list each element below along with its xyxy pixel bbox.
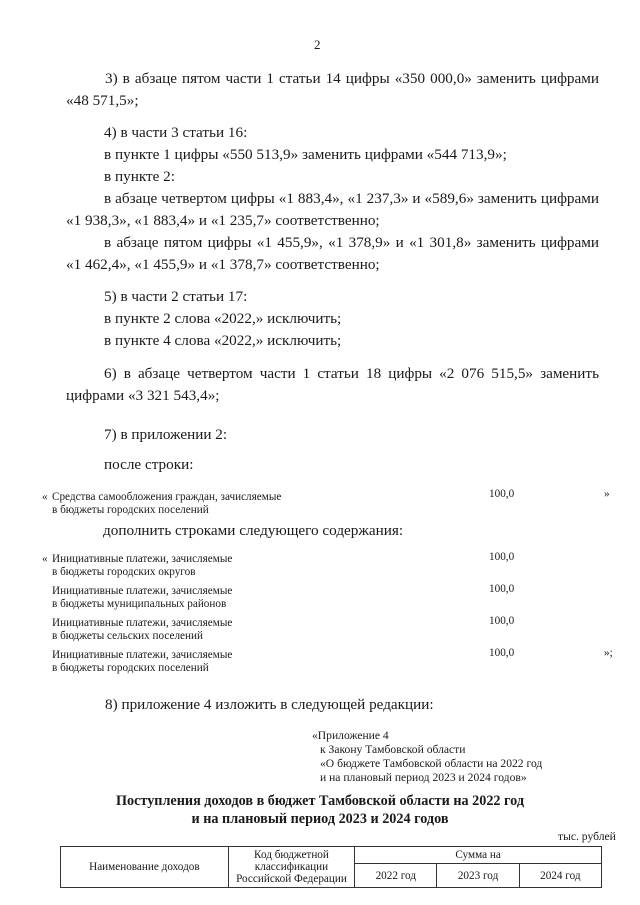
row-after-label-line-1: Средства самообложения граждан, зачисляемые	[52, 491, 282, 503]
appendix-ref-line-2: к Закону Тамбовской области	[320, 743, 466, 756]
supplement-close-quote: »;	[604, 647, 613, 659]
item-8-line-1: 8) приложение 4 изложить в следующей редакции:	[105, 696, 434, 713]
income-table-header	[60, 846, 602, 888]
item-3-line-2: «48 571,5»;	[66, 92, 139, 109]
row-after-close-quote: »	[604, 488, 610, 500]
header-year-2022: 2022 год	[355, 864, 437, 888]
supplement-row-value: 100,0	[489, 551, 515, 563]
header-year-2024: 2024 год	[519, 864, 601, 888]
item-4-line-5: «1 938,3», «1 883,4» и «1 235,7» соответственно;	[66, 212, 380, 229]
header-sum: Сумма на	[455, 849, 501, 861]
supplement-row-label-line-2: в бюджеты муниципальных районов	[52, 598, 227, 610]
table-title-line-2: и на плановый период 2023 и 2024 годов	[191, 811, 449, 827]
supplement-row-label-line-1: Инициативные платежи, зачисляемые	[52, 649, 233, 661]
item-3-line-1: 3) в абзаце пятом части 1 статьи 14 цифры «350 000,0» заменить цифрами	[105, 70, 599, 87]
item-6-line-1: 6) в абзаце четвертом части 1 статьи 18 цифры «2 076 515,5» заменить	[104, 365, 599, 382]
header-code-line-3: Российской Федерации	[236, 873, 347, 885]
header-name-cell	[61, 847, 229, 888]
item-4-line-3: в пункте 2:	[104, 168, 175, 185]
item-4-line-6: в абзаце пятом цифры «1 455,9», «1 378,9» и «1 301,8» заменить цифрами	[104, 234, 599, 251]
appendix-ref-line-3: «О бюджете Тамбовской области на 2022 год	[320, 757, 543, 770]
item-4-line-2: в пункте 1 цифры «550 513,9» заменить цифрами «544 713,9»;	[104, 146, 507, 163]
item-7-line-1: 7) в приложении 2:	[104, 426, 228, 443]
supplement-row-label-line-2: в бюджеты городских поселений	[52, 662, 209, 674]
header-code-cell	[228, 847, 354, 888]
item-4-line-4: в абзаце четвертом цифры «1 883,4», «1 237,3» и «589,6» заменить цифрами	[104, 190, 599, 207]
item-4-line-7: «1 462,4», «1 455,9» и «1 378,7» соответственно;	[66, 256, 380, 273]
item-4-line-1: 4) в части 3 статьи 16:	[104, 124, 248, 141]
item-5-line-2: в пункте 2 слова «2022,» исключить;	[104, 310, 342, 327]
supplement-row-value: 100,0	[489, 615, 515, 627]
supplement-row-label-line-1: Инициативные платежи, зачисляемые	[52, 617, 233, 629]
supplement-row-value: 100,0	[489, 647, 515, 659]
supplement-row-label-line-1: Инициативные платежи, зачисляемые	[52, 553, 233, 565]
supplement-heading: дополнить строками следующего содержания:	[103, 522, 404, 539]
table-title-line-1: Поступления доходов в бюджет Тамбовской области на 2022 год	[115, 793, 525, 809]
appendix-ref-line-4: и на плановый период 2023 и 2024 годов»	[320, 771, 527, 784]
supplement-row-label-line-2: в бюджеты городских округов	[52, 566, 196, 578]
supplement-row-label-line-1: Инициативные платежи, зачисляемые	[52, 585, 233, 597]
header-year-2023: 2023 год	[437, 864, 519, 888]
item-7-after-row: после строки:	[104, 456, 194, 473]
header-code-line-2: классификации	[254, 861, 329, 873]
page-number: 2	[314, 37, 321, 52]
item-5-line-1: 5) в части 2 статьи 17:	[104, 288, 248, 305]
appendix-ref-line-1: «Приложение 4	[312, 729, 389, 742]
row-after-value: 100,0	[489, 488, 515, 500]
header-name: Наименование доходов	[89, 861, 200, 873]
header-sum-cell	[355, 847, 602, 864]
supplement-row-value: 100,0	[489, 583, 515, 595]
supplement-open-quote: «	[42, 553, 48, 565]
row-after-label-line-2: в бюджеты городских поселений	[52, 504, 209, 516]
row-after-open-quote: «	[42, 491, 48, 503]
supplement-row-label-line-2: в бюджеты сельских поселений	[52, 630, 203, 642]
header-code-line-1: Код бюджетной	[254, 849, 329, 861]
item-6-line-2: цифрами «3 321 543,4»;	[66, 387, 220, 404]
units-label: тыс. рублей	[558, 830, 616, 843]
item-5-line-3: в пункте 4 слова «2022,» исключить;	[104, 332, 342, 349]
